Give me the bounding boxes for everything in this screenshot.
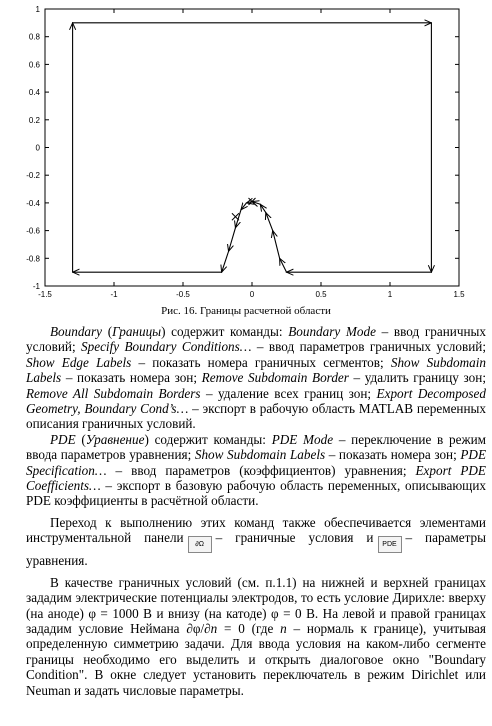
boundary-segment[interactable]: [266, 213, 273, 231]
y-tick-label: -0.8: [26, 254, 40, 264]
x-tick-label: -1.5: [38, 290, 52, 299]
y-tick-label: 0.2: [28, 115, 40, 125]
paragraph-toolbar: Переход к выполнению этих команд также обеспечивается элементами инструментальной панели ∂Ω – граничные условия и PDE – параметры уравнения.: [26, 514, 486, 569]
body-text: [26, 324, 486, 698]
paragraph-boundary: Boundary (Границы) содержит команды: Boundary Mode – ввод граничных условий; Specify Boundary Conditions… – ввод параметров граничных условий; Show Edge Labels – показать номера граничных сегментов; Show Subdomain Labels – показать номера зон; Remove Subdomain Border – удалить границу зон; Remove All Subdomain Borders – удаление всех границ зон; Export Decomposed Geometry, Boundary Cond’s… – экспорт в рабочую область MATLAB переменных описания граничных условий.: [26, 324, 487, 432]
boundary-segment[interactable]: [241, 203, 247, 210]
boundary-segment[interactable]: [273, 231, 280, 259]
figure-caption: Рис. 16. Границы расчетной области: [161, 305, 331, 317]
vertex-marker: [249, 198, 256, 205]
y-tick-label: -0.4: [26, 198, 40, 208]
boundary-segment[interactable]: [222, 251, 229, 272]
paragraph-conditions: В качестве граничных условий (см. п.1.1) на нижней и верхней границах зададим электрические потенциалы электродов, то есть условие Дирихле: вверху (на аноде) φ = 1000 В и внизу (на катоде) φ = 0 В. На левой и правой границах зададим условие Неймана ∂φ/∂n = 0 (где n – нормаль к границе), учитывая определенную симметрию задачи. Для ввода условия на каком-либо сегменте границы необходимо его выделить и открыть диалоговое окно "Boundary Condition". В окне следует установить переключатель в режим Dirichlet или Neuman и задать числовые параметры.: [26, 574, 486, 698]
boundary-mode-button[interactable]: ∂Ω: [188, 536, 212, 553]
y-tick-label: 0: [35, 143, 40, 153]
boundary-segment[interactable]: [229, 228, 236, 252]
x-tick-label: 1.5: [453, 290, 465, 299]
y-tick-label: -0.2: [26, 171, 40, 181]
x-tick-label: 0.5: [315, 290, 327, 299]
y-tick-label: 1: [35, 5, 40, 14]
plot-frame: [45, 9, 459, 286]
x-tick-label: 1: [387, 290, 393, 299]
boundary-plot: [0, 0, 492, 300]
pde-mode-button[interactable]: PDE: [378, 536, 402, 553]
vertex-marker: [232, 213, 239, 220]
axis-ticks: [26, 5, 465, 299]
y-tick-label: 0.6: [28, 60, 40, 70]
boundary-edges: [73, 23, 432, 272]
x-tick-label: -0.5: [176, 290, 190, 299]
vertex-markers: [232, 198, 256, 220]
boundary-segment[interactable]: [260, 204, 266, 212]
paragraph-pde: PDE (Уравнение) содержит команды: PDE Mode – переключение в режим ввода параметров уравнения; Show Subdomain Labels – показать номера зон; PDE Specification… – ввод параметров (коэффициентов) уравнения; Export PDE Coefficients… – экспорт в базовую рабочую область переменных, описывающих PDE коэффициенты в расчётной области.: [26, 431, 487, 509]
x-tick-label: -1: [110, 290, 118, 299]
y-tick-label: -1: [32, 282, 40, 291]
y-tick-label: 0.8: [28, 32, 40, 42]
y-tick-label: 0.4: [28, 88, 40, 98]
boundary-segment[interactable]: [280, 258, 287, 272]
x-tick-label: 0: [249, 290, 255, 299]
y-tick-label: -0.6: [26, 226, 40, 236]
